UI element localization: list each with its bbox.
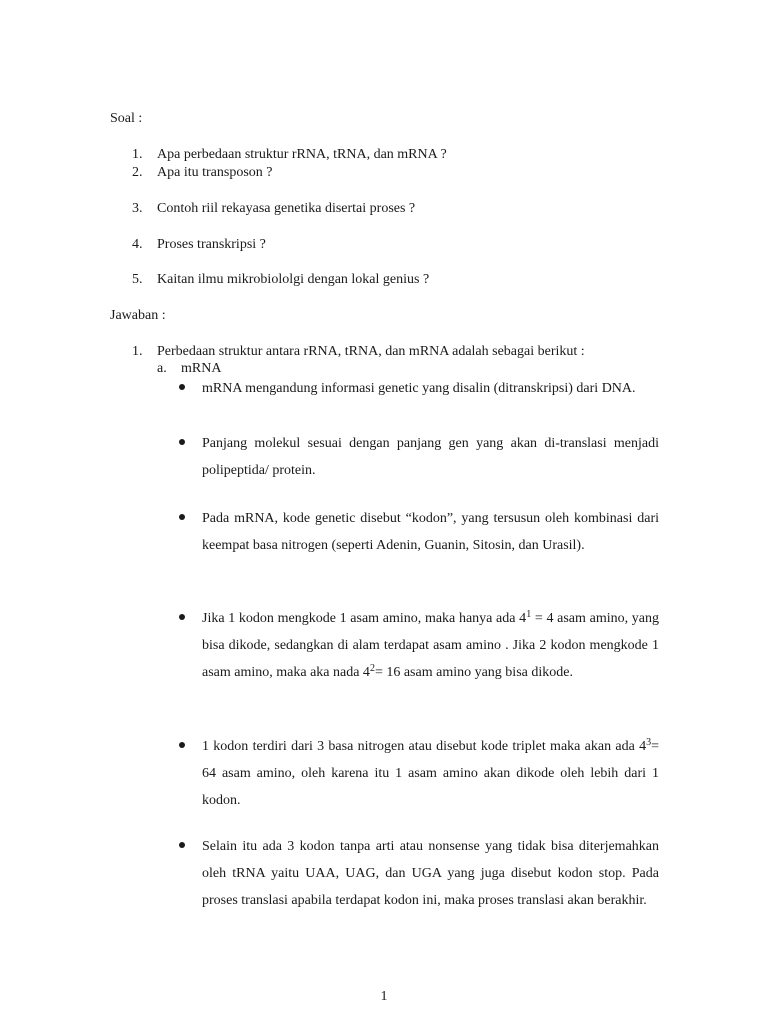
bullet-icon: [179, 842, 185, 848]
subitem-letter: a.: [157, 361, 167, 376]
exponent: 1: [526, 609, 532, 620]
bullet-item: [177, 505, 659, 559]
soal-heading: Soal :: [110, 111, 143, 126]
jawaban-heading: Jawaban :: [110, 308, 166, 323]
bullet-text: Selain itu ada 3 kodon tanpa arti atau nonsense yang tidak bisa diterjemahkan oleh tRNA yaitu UAA, UAG, dan UGA yang juga disebut kodon stop. Pada proses translasi apabila terdapat kodon ini, maka proses translasi akan berakhir.: [202, 839, 659, 908]
subitem-title: mRNA: [181, 361, 222, 376]
question-text: Apa perbedaan struktur rRNA, tRNA, dan mRNA ?: [157, 147, 447, 162]
bullet-icon: [179, 384, 185, 390]
bullet-text: mRNA mengandung informasi genetic yang disalin (ditranskripsi) dari DNA.: [202, 381, 636, 396]
question-number: 4.: [132, 237, 143, 252]
question-text: Contoh riil rekayasa genetika disertai proses ?: [157, 201, 416, 216]
page-number: 1: [380, 989, 388, 1004]
question-item: [132, 272, 429, 288]
bullet-text: Pada mRNA, kode genetic disebut “kodon”, yang tersusun oleh kombinasi dari keempat basa nitrogen (seperti Adenin, Guanin, Sitosin, dan Urasil).: [202, 511, 659, 553]
answer-item: [132, 344, 585, 360]
bullet-text: Jika 1 kodon mengkode 1 asam amino, maka hanya ada $4^1 = 4$ asam amino, yang bisa dikode, sedangkan di alam terdapat asam amino . Jika 2 kodon mengkode 1 asam amino, maka aka nada $4^2= 16$ asam amino yang bisa dikode.: [202, 609, 659, 680]
bullet-icon: [179, 514, 185, 520]
bullet-icon: [179, 614, 185, 620]
bullet-item: [177, 430, 659, 484]
answer-text: Perbedaan struktur antara rRNA, tRNA, dan mRNA adalah sebagai berikut :: [157, 344, 585, 359]
bullet-icon: [179, 439, 185, 445]
question-number: 2.: [132, 165, 143, 180]
answer-number: 1.: [132, 344, 143, 359]
question-number: 1.: [132, 147, 143, 162]
bullet-text: 1 kodon terdiri dari 3 basa nitrogen atau disebut kode triplet maka akan ada $4^3= 64$ asam amino, oleh karena itu 1 asam amino akan dikode oleh lebih dari 1 kodon.: [202, 737, 659, 808]
question-item: [132, 165, 272, 181]
bullet-item: [177, 605, 659, 686]
question-item: [132, 147, 447, 163]
question-number: 3.: [132, 201, 143, 216]
bullet-item: [177, 375, 659, 402]
question-text: Proses transkripsi ?: [157, 237, 266, 252]
question-number: 5.: [132, 272, 143, 287]
exponent: 2: [369, 663, 375, 674]
bullet-icon: [179, 742, 185, 748]
bullet-item: [177, 733, 659, 814]
question-text: Kaitan ilmu mikrobiololgi dengan lokal genius ?: [157, 272, 430, 287]
bullet-item: [177, 833, 659, 914]
bullet-text: Panjang molekul sesuai dengan panjang gen yang akan di-translasi menjadi polipeptida/ protein.: [202, 436, 659, 478]
question-item: [132, 201, 415, 217]
question-item: [132, 237, 266, 253]
question-text: Apa itu transposon ?: [157, 165, 273, 180]
exponent: 3: [646, 737, 652, 748]
